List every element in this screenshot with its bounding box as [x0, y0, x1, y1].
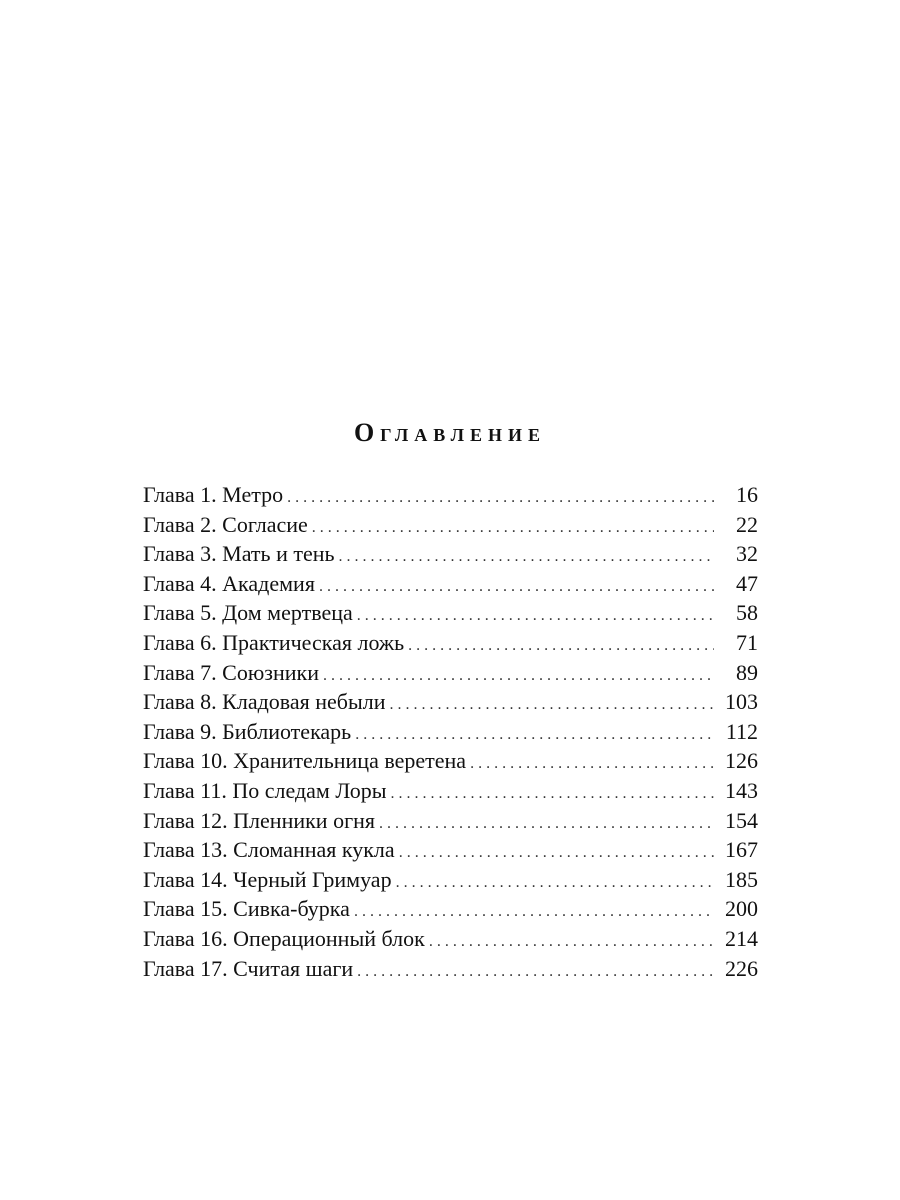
toc-entry[interactable] [143, 865, 758, 895]
toc-entry-title: Глава 15. Сивка-бурка [143, 896, 350, 922]
toc-entry-title: Глава 13. Сломанная кукла [143, 837, 395, 863]
toc-entry-title: Глава 12. Пленники огня [143, 807, 375, 833]
dot-leader [312, 513, 714, 543]
toc-entry[interactable] [143, 480, 758, 510]
dot-leader [408, 631, 714, 661]
dot-leader [470, 749, 714, 779]
dot-leader [429, 927, 714, 957]
toc-entry[interactable] [143, 569, 758, 599]
page-title: Оглавление [353, 418, 547, 447]
toc-entry-title: Глава 7. Союзники [143, 659, 319, 685]
toc-entry-title: Глава 14. Черный Гримуар [143, 866, 392, 892]
table-of-contents [143, 480, 758, 983]
toc-entry[interactable] [143, 598, 758, 628]
toc-page-number: 22 [736, 511, 758, 537]
dot-leader [354, 897, 714, 927]
toc-entry-title: Глава 1. Метро [143, 482, 284, 507]
toc-page-number: 16 [736, 482, 758, 507]
dot-leader [396, 868, 714, 898]
toc-entry-title: Глава 10. Хранительница веретена [143, 748, 467, 774]
toc-entry-title: Глава 9. Библиотекарь [143, 718, 352, 744]
dot-leader [379, 809, 714, 839]
dot-leader [357, 601, 714, 631]
dot-leader [390, 690, 714, 720]
toc-entry[interactable] [143, 776, 758, 806]
toc-entry-title: Глава 5. Дом мертвеца [143, 600, 353, 626]
toc-entry[interactable] [143, 539, 758, 569]
dot-leader [339, 542, 714, 572]
toc-page-number: 112 [725, 718, 758, 744]
dot-leader [355, 720, 714, 750]
dot-leader [319, 572, 714, 602]
toc-page-number: 47 [736, 570, 758, 596]
toc-page-number: 143 [725, 777, 758, 803]
toc-page-number: 32 [736, 541, 758, 567]
toc-entry-title: Глава 16. Операционный блок [143, 925, 425, 951]
toc-page-number: 200 [725, 896, 758, 922]
toc-page-number: 214 [725, 925, 758, 951]
toc-entry[interactable] [143, 806, 758, 836]
toc-page-number: 154 [725, 807, 758, 833]
toc-page-number: 185 [725, 866, 758, 892]
toc-entry-title: Глава 2. Согласие [143, 511, 308, 537]
toc-entry[interactable] [143, 687, 758, 717]
toc-entry[interactable] [143, 717, 758, 747]
toc-entry[interactable] [143, 954, 758, 984]
toc-entry-title: Глава 17. Считая шаги [143, 955, 354, 981]
toc-page-number: 71 [736, 629, 758, 655]
toc-entry[interactable] [143, 510, 758, 540]
toc-entry[interactable] [143, 628, 758, 658]
toc-page-number: 226 [725, 955, 758, 981]
toc-entry-title: Глава 8. Кладовая небыли [143, 689, 386, 715]
toc-page-number: 167 [725, 837, 758, 863]
dot-leader [323, 661, 714, 691]
toc-entry-title: Глава 4. Академия [143, 570, 315, 596]
toc-entry[interactable] [143, 658, 758, 688]
dot-leader [287, 483, 714, 513]
dot-leader [391, 779, 715, 809]
toc-page-number: 58 [736, 600, 758, 626]
toc-entry-title: Глава 3. Мать и тень [143, 541, 335, 567]
toc-page-number: 89 [736, 659, 758, 685]
toc-entry[interactable] [143, 746, 758, 776]
toc-entry[interactable] [143, 894, 758, 924]
dot-leader [399, 838, 714, 868]
dot-leader [357, 957, 714, 987]
toc-entry[interactable] [143, 835, 758, 865]
toc-entry[interactable] [143, 924, 758, 954]
toc-entry-title: Глава 6. Практическая ложь [143, 629, 405, 655]
toc-page-number: 103 [725, 689, 758, 715]
toc-entry-title: Глава 11. По следам Лоры [143, 777, 387, 803]
toc-page-number: 126 [725, 748, 758, 774]
